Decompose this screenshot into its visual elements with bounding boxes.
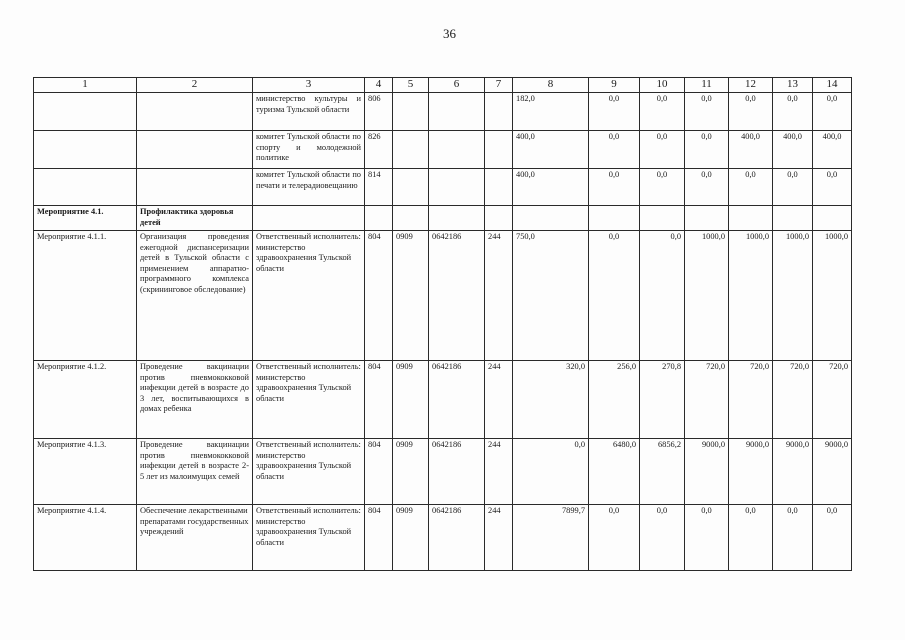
section-code-cell bbox=[393, 169, 429, 206]
column-header: 14 bbox=[813, 78, 852, 93]
budget-code-cell: 804 bbox=[365, 505, 393, 571]
target-code-cell: 0642186 bbox=[429, 361, 485, 439]
budget-code-cell bbox=[365, 206, 393, 231]
section-code-cell bbox=[393, 131, 429, 169]
amount-cell: 720,0 bbox=[685, 361, 729, 439]
amount-cell: 0,0 bbox=[729, 169, 773, 206]
amount-cell: 0,0 bbox=[589, 231, 640, 361]
column-header: 1 bbox=[34, 78, 137, 93]
amount-cell: 0,0 bbox=[513, 439, 589, 505]
expense-type-cell bbox=[485, 131, 513, 169]
amount-cell: 0,0 bbox=[640, 93, 685, 131]
target-code-cell bbox=[429, 131, 485, 169]
target-code-cell bbox=[429, 206, 485, 231]
amount-cell: 0,0 bbox=[589, 505, 640, 571]
budget-code-cell: 806 bbox=[365, 93, 393, 131]
activity-name-cell: Профилактика здоровья детей bbox=[137, 206, 253, 231]
activity-name-cell: Организация проведения ежегодной диспансеризации детей в Тульской области с применением аппаратно-программного комплекса (скрининговое обследование) bbox=[137, 231, 253, 361]
amount-cell: 0,0 bbox=[640, 131, 685, 169]
activity-code-cell bbox=[34, 93, 137, 131]
column-header: 9 bbox=[589, 78, 640, 93]
budget-code-cell: 804 bbox=[365, 231, 393, 361]
amount-cell: 6856,2 bbox=[640, 439, 685, 505]
amount-cell: 182,0 bbox=[513, 93, 589, 131]
amount-cell: 0,0 bbox=[813, 505, 852, 571]
amount-cell: 0,0 bbox=[685, 169, 729, 206]
column-header: 12 bbox=[729, 78, 773, 93]
budget-code-cell: 804 bbox=[365, 361, 393, 439]
column-header: 4 bbox=[365, 78, 393, 93]
table-row bbox=[34, 231, 852, 361]
amount-cell: 0,0 bbox=[813, 169, 852, 206]
table-row bbox=[34, 505, 852, 571]
target-code-cell: 0642186 bbox=[429, 505, 485, 571]
executor-cell: Ответственный исполнитель: министерство здравоохранения Тульской области bbox=[253, 231, 365, 361]
executor-cell bbox=[253, 206, 365, 231]
amount-cell: 0,0 bbox=[640, 231, 685, 361]
amount-cell bbox=[813, 206, 852, 231]
section-code-cell bbox=[393, 206, 429, 231]
amount-cell: 9000,0 bbox=[773, 439, 813, 505]
amount-cell: 0,0 bbox=[589, 93, 640, 131]
table-row bbox=[34, 93, 852, 131]
amount-cell: 0,0 bbox=[773, 93, 813, 131]
amount-cell: 1000,0 bbox=[685, 231, 729, 361]
column-header: 8 bbox=[513, 78, 589, 93]
amount-cell: 0,0 bbox=[640, 169, 685, 206]
amount-cell: 0,0 bbox=[685, 505, 729, 571]
expense-type-cell: 244 bbox=[485, 439, 513, 505]
amount-cell: 0,0 bbox=[773, 169, 813, 206]
activity-name-cell: Проведение вакцинации против пневмококковой инфекции детей в возрасте 2-5 лет из малоимущих семей bbox=[137, 439, 253, 505]
section-code-cell: 0909 bbox=[393, 231, 429, 361]
activity-code-cell: Мероприятие 4.1. bbox=[34, 206, 137, 231]
section-code-cell: 0909 bbox=[393, 361, 429, 439]
executor-cell: комитет Тульской области по печати и телерадиовещанию bbox=[253, 169, 365, 206]
activity-code-cell: Мероприятие 4.1.1. bbox=[34, 231, 137, 361]
expense-type-cell: 244 bbox=[485, 361, 513, 439]
amount-cell: 0,0 bbox=[640, 505, 685, 571]
section-code-cell: 0909 bbox=[393, 505, 429, 571]
amount-cell: 0,0 bbox=[729, 505, 773, 571]
amount-cell: 0,0 bbox=[813, 93, 852, 131]
activity-name-cell bbox=[137, 93, 253, 131]
activity-code-cell bbox=[34, 131, 137, 169]
table-row bbox=[34, 169, 852, 206]
section-code-cell bbox=[393, 93, 429, 131]
activity-name-cell bbox=[137, 169, 253, 206]
budget-code-cell: 826 bbox=[365, 131, 393, 169]
column-header: 10 bbox=[640, 78, 685, 93]
budget-code-cell: 804 bbox=[365, 439, 393, 505]
expense-type-cell: 244 bbox=[485, 505, 513, 571]
expense-type-cell bbox=[485, 93, 513, 131]
amount-cell: 270,8 bbox=[640, 361, 685, 439]
target-code-cell bbox=[429, 169, 485, 206]
column-header: 5 bbox=[393, 78, 429, 93]
amount-cell: 0,0 bbox=[685, 93, 729, 131]
amount-cell: 400,0 bbox=[773, 131, 813, 169]
executor-cell: Ответственный исполнитель: министерство здравоохранения Тульской области bbox=[253, 439, 365, 505]
expense-type-cell bbox=[485, 206, 513, 231]
expense-type-cell bbox=[485, 169, 513, 206]
amount-cell: 720,0 bbox=[773, 361, 813, 439]
amount-cell: 1000,0 bbox=[729, 231, 773, 361]
table-row bbox=[34, 439, 852, 505]
amount-cell bbox=[589, 206, 640, 231]
amount-cell: 750,0 bbox=[513, 231, 589, 361]
table-row bbox=[34, 206, 852, 231]
amount-cell: 720,0 bbox=[813, 361, 852, 439]
amount-cell: 320,0 bbox=[513, 361, 589, 439]
amount-cell bbox=[773, 206, 813, 231]
amount-cell: 0,0 bbox=[729, 93, 773, 131]
activity-name-cell bbox=[137, 131, 253, 169]
amount-cell: 1000,0 bbox=[773, 231, 813, 361]
amount-cell bbox=[513, 206, 589, 231]
amount-cell: 7899,7 bbox=[513, 505, 589, 571]
column-header: 7 bbox=[485, 78, 513, 93]
executor-cell: Ответственный исполнитель: министерство здравоохранения Тульской области bbox=[253, 361, 365, 439]
activity-code-cell: Мероприятие 4.1.3. bbox=[34, 439, 137, 505]
expense-type-cell: 244 bbox=[485, 231, 513, 361]
amount-cell: 6480,0 bbox=[589, 439, 640, 505]
amount-cell: 9000,0 bbox=[813, 439, 852, 505]
amount-cell: 0,0 bbox=[589, 169, 640, 206]
amount-cell: 0,0 bbox=[685, 131, 729, 169]
budget-code-cell: 814 bbox=[365, 169, 393, 206]
executor-cell: министерство культуры и туризма Тульской области bbox=[253, 93, 365, 131]
amount-cell bbox=[685, 206, 729, 231]
amount-cell: 400,0 bbox=[729, 131, 773, 169]
executor-cell: Ответственный исполнитель: министерство здравоохранения Тульской области bbox=[253, 505, 365, 571]
column-header: 3 bbox=[253, 78, 365, 93]
amount-cell: 0,0 bbox=[773, 505, 813, 571]
activity-name-cell: Проведение вакцинации против пневмококковой инфекции детей в возрасте до 3 лет, воспитывающихся в домах ребенка bbox=[137, 361, 253, 439]
column-number-header-row bbox=[34, 78, 852, 93]
target-code-cell bbox=[429, 93, 485, 131]
column-header: 2 bbox=[137, 78, 253, 93]
section-code-cell: 0909 bbox=[393, 439, 429, 505]
amount-cell: 256,0 bbox=[589, 361, 640, 439]
page-number: 36 bbox=[443, 26, 456, 41]
program-activities-table bbox=[33, 77, 852, 571]
column-header: 6 bbox=[429, 78, 485, 93]
column-header: 13 bbox=[773, 78, 813, 93]
column-header: 11 bbox=[685, 78, 729, 93]
activity-code-cell bbox=[34, 169, 137, 206]
target-code-cell: 0642186 bbox=[429, 231, 485, 361]
amount-cell: 400,0 bbox=[513, 169, 589, 206]
table-row bbox=[34, 361, 852, 439]
executor-cell: комитет Тульской области по спорту и молодежной политике bbox=[253, 131, 365, 169]
amount-cell: 0,0 bbox=[589, 131, 640, 169]
activity-code-cell: Мероприятие 4.1.2. bbox=[34, 361, 137, 439]
amount-cell: 720,0 bbox=[729, 361, 773, 439]
amount-cell: 9000,0 bbox=[685, 439, 729, 505]
amount-cell bbox=[640, 206, 685, 231]
activity-name-cell: Обеспечение лекарственными препаратами государственных учреждений bbox=[137, 505, 253, 571]
amount-cell: 400,0 bbox=[813, 131, 852, 169]
table-row bbox=[34, 131, 852, 169]
target-code-cell: 0642186 bbox=[429, 439, 485, 505]
activity-code-cell: Мероприятие 4.1.4. bbox=[34, 505, 137, 571]
amount-cell: 9000,0 bbox=[729, 439, 773, 505]
amount-cell: 400,0 bbox=[513, 131, 589, 169]
amount-cell: 1000,0 bbox=[813, 231, 852, 361]
amount-cell bbox=[729, 206, 773, 231]
